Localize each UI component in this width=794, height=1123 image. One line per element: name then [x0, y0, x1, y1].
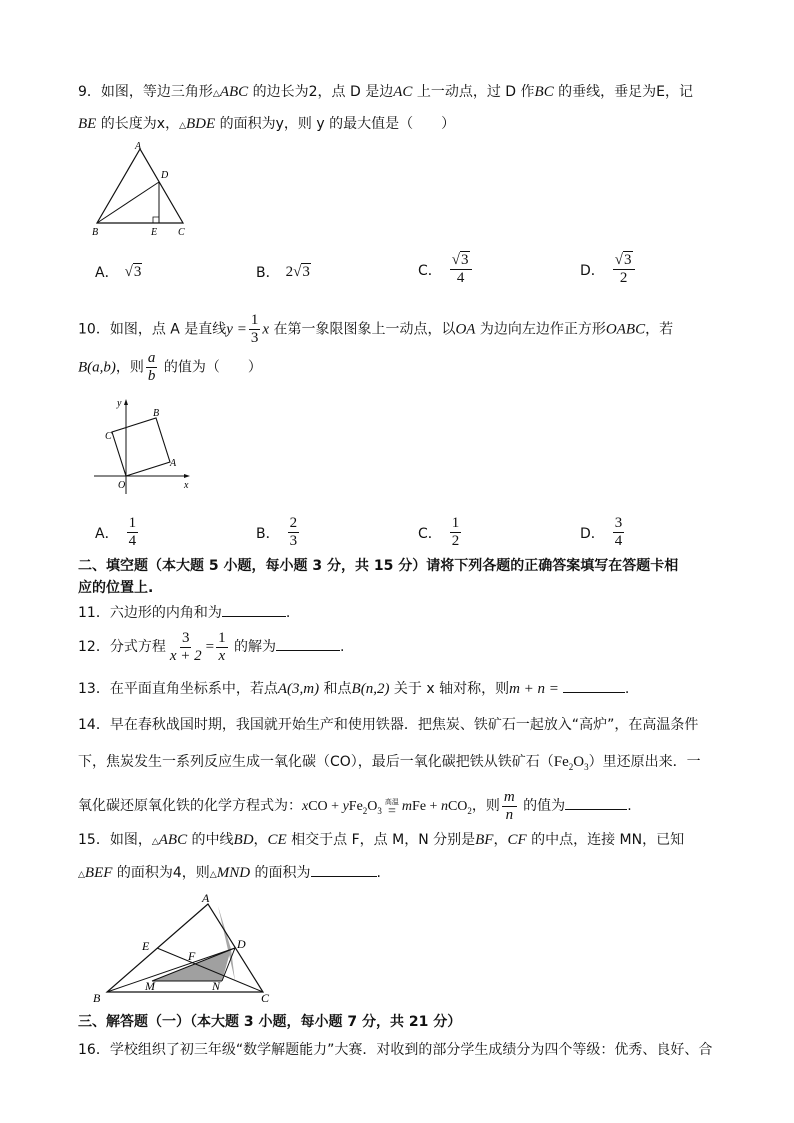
fraction: $\frac{1}{4}$ — [128, 515, 137, 549]
q10-figure — [90, 396, 200, 496]
section2-heading-line2: 应的位置上. — [78, 580, 154, 596]
triangle-symbol: △ — [78, 870, 85, 880]
fraction: $\frac{√3}{4}$ — [450, 252, 472, 287]
q15-label-m: M — [145, 979, 155, 993]
fraction: $\frac{√3}{2}$ — [613, 252, 635, 287]
q10-line1: 10．如图，点 A 是直线y = $\frac{1}{3}$ x 在第一象限图象上一动点，以OA 为边向左边作正方形OABC，若 — [78, 312, 674, 346]
q15-line1: 15．如图，△ABC 的中线BD，CE 相交于点 F，点 M，N 分别是BF，CF 的中点，连接 MN，已知 — [78, 832, 685, 848]
section2-heading-line1: 二、填空题（本大题 5 小题，每小题 3 分，共 15 分）请将下列各题的正确答案填写在答题卡相 — [78, 558, 679, 574]
q9-option-b[interactable]: B． 2√3 — [256, 263, 310, 281]
fraction: $\frac{3}{x + 2}$ — [169, 629, 202, 664]
fraction: $\frac{a}{b}$ — [147, 350, 156, 384]
q15-figure — [90, 892, 280, 1004]
triangle-symbol: △ — [212, 89, 220, 99]
q9-line1: 9．如图，等边三角形△ABC 的边长为2，点 D 是边AC 上一动点，过 D 作BC 的垂线，垂足为E，记 — [78, 84, 694, 100]
q9-line2: BE 的长度为x，△BDE 的面积为y，则 y 的最大值是（ ） — [78, 116, 456, 132]
answer-blank[interactable] — [565, 795, 627, 810]
fraction: $\frac{2}{3}$ — [289, 515, 298, 549]
q10-label-o: O — [118, 480, 126, 491]
q15-label-b: B — [93, 991, 101, 1004]
q9-option-a[interactable]: A． √3 — [95, 263, 142, 281]
answer-blank[interactable] — [222, 602, 286, 617]
answer-blank[interactable] — [311, 862, 377, 877]
sqrt-expression: 2√3 — [285, 263, 310, 280]
q15-label-n: N — [212, 979, 221, 993]
q10-option-d[interactable]: D． $\frac{3}{4}$ — [580, 515, 623, 549]
q10-label-c: C — [105, 431, 112, 442]
section3-heading: 三、解答题（一）（本大题 3 小题，每小题 7 分，共 21 分） — [78, 1014, 462, 1030]
q9-label-c: C — [178, 227, 185, 238]
answer-blank[interactable] — [563, 678, 625, 693]
q11: 11．六边形的内角和为 . — [78, 602, 290, 623]
q9-option-c[interactable]: C． $\frac{√3}{4}$ — [418, 252, 474, 287]
q10-option-a[interactable]: A． $\frac{1}{4}$ — [95, 515, 137, 549]
q9-figure — [88, 140, 208, 240]
q9-label-e: E — [151, 227, 158, 238]
fraction: $\frac{m}{n}$ — [503, 788, 515, 823]
triangle-symbol: △ — [179, 121, 186, 131]
q16-line1: 16．学校组织了初三年级“数学解题能力”大赛．对收到的部分学生成绩分为四个等级：优秀、良好、合 — [78, 1042, 713, 1058]
q10-option-b[interactable]: B． $\frac{2}{3}$ — [256, 515, 298, 549]
fraction: $\frac{1}{3}$ — [250, 312, 259, 346]
q15-label-d: D — [237, 937, 246, 951]
q14-line2: 下，焦炭发生一系列反应生成一氧化碳（CO），最后一氧化碳把铁从铁矿石$(Fe_2O_3)$里还原出来．一 — [78, 754, 701, 772]
q15-label-e: E — [142, 939, 150, 953]
q9-label-b: B — [92, 227, 99, 238]
q15-label-c: C — [261, 991, 270, 1004]
q14-line3: 氧化碳还原氧化铁的化学方程式为：xCO + $yFe_2O_3$ 高温 = mFe + nCO$_2$，则 $\frac{m}{n}$ 的值为 . — [78, 788, 632, 823]
q10-label-b: B — [153, 408, 160, 419]
q10-line2: B(a,b)，则 $\frac{a}{b}$ 的值为（ ） — [78, 350, 262, 384]
q9-option-d[interactable]: D． $\frac{√3}{2}$ — [580, 252, 637, 287]
q15-label-f: F — [188, 949, 196, 963]
q10-label-y: y — [117, 398, 122, 409]
q9-label-a: A — [135, 141, 142, 152]
q9-label-d: D — [161, 170, 169, 181]
q14-line1: 14．早在春秋战国时期，我国就开始生产和使用铁器．把焦炭、铁矿石一起放入“高炉”，在高温条件 — [78, 717, 699, 733]
sqrt-expression: √3 — [124, 263, 142, 280]
q15-line2: △BEF 的面积为4，则△MND 的面积为 . — [78, 862, 381, 885]
triangle-symbol: △ — [151, 837, 159, 847]
triangle-symbol: △ — [209, 870, 217, 880]
fraction: $\frac{1}{x}$ — [218, 629, 226, 664]
q10-label-a: A — [170, 458, 177, 469]
q15-label-a: A — [202, 892, 210, 905]
q12: 12．分式方程 $\frac{3}{x + 2}$ = $\frac{1}{x}$ 的解为 . — [78, 629, 345, 664]
q10-label-x: x — [184, 480, 189, 491]
fraction: $\frac{3}{4}$ — [614, 515, 623, 549]
q10-option-c[interactable]: C． $\frac{1}{2}$ — [418, 515, 460, 549]
chemical-equation: xCO + $yFe_2O_3$ 高温 = mFe + nCO$_2$ — [302, 797, 472, 819]
fraction: $\frac{1}{2}$ — [451, 515, 460, 549]
answer-blank[interactable] — [276, 636, 340, 651]
q13: 13．在平面直角坐标系中，若点A(3,m) 和点B(n,2) 关于 x 轴对称，则m + n = . — [78, 678, 629, 699]
